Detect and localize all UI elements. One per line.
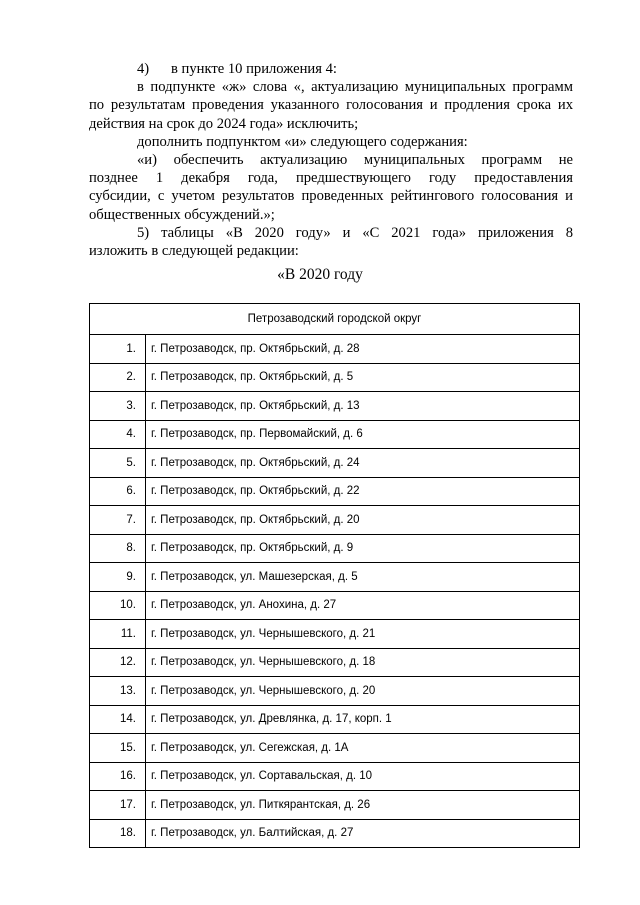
row-number: 17. [90,791,146,820]
item-4-number: 4) [137,61,150,77]
row-number: 15. [90,734,146,763]
row-number: 6. [90,477,146,506]
row-number: 16. [90,762,146,791]
paragraph-4-line-4: общественных обсуждений.»; [89,206,275,223]
paragraph-2-line-1: в подпункте «ж» слова «, актуализацию муниципальных программ [137,79,573,96]
table-caption: «В 2020 году [277,266,363,283]
table-row [90,819,580,848]
table-row [90,620,580,649]
row-address: г. Петрозаводск, ул. Древлянка, д. 17, корп. 1 [146,705,580,734]
table-row [90,734,580,763]
table-row [90,506,580,535]
row-address: г. Петрозаводск, пр. Первомайский, д. 6 [146,420,580,449]
document-body [89,60,573,260]
table-row [90,420,580,449]
row-number: 14. [90,705,146,734]
row-number: 18. [90,819,146,848]
item-4-text: в пункте 10 приложения 4: [171,61,337,77]
row-number: 11. [90,620,146,649]
table-row [90,762,580,791]
row-address: г. Петрозаводск, пр. Октябрьский, д. 13 [146,392,580,421]
row-address: г. Петрозаводск, пр. Октябрьский, д. 28 [146,335,580,364]
row-address: г. Петрозаводск, ул. Анохина, д. 27 [146,591,580,620]
paragraph-5-line-1: 5) таблицы «В 2020 году» и «С 2021 года» приложения 8 [137,224,573,241]
paragraph-4-line-2: позднее 1 декабря года, предшествующего году предоставления [89,170,573,187]
table-row [90,477,580,506]
row-address: г. Петрозаводск, ул. Сегежская, д. 1А [146,734,580,763]
row-address: г. Петрозаводск, ул. Балтийская, д. 27 [146,819,580,848]
row-number: 12. [90,648,146,677]
item-4 [89,60,573,78]
row-number: 8. [90,534,146,563]
paragraph-2-line-2: по результатам проведения указанного голосования и продления срока их [89,97,573,114]
row-address: г. Петрозаводск, пр. Октябрьский, д. 24 [146,449,580,478]
table-row [90,791,580,820]
row-address: г. Петрозаводск, пр. Октябрьский, д. 22 [146,477,580,506]
row-address: г. Петрозаводск, пр. Октябрьский, д. 9 [146,534,580,563]
table-row [90,534,580,563]
table-row [90,591,580,620]
table-row [90,363,580,392]
row-number: 1. [90,335,146,364]
row-number: 3. [90,392,146,421]
row-address: г. Петрозаводск, ул. Чернышевского, д. 18 [146,648,580,677]
row-address: г. Петрозаводск, ул. Чернышевского, д. 21 [146,620,580,649]
row-number: 9. [90,563,146,592]
row-address: г. Петрозаводск, ул. Чернышевского, д. 20 [146,677,580,706]
row-number: 4. [90,420,146,449]
paragraph-3: дополнить подпунктом «и» следующего содержания: [137,133,468,150]
row-address: г. Петрозаводск, ул. Сортавальская, д. 10 [146,762,580,791]
row-address: г. Петрозаводск, ул. Питкярантская, д. 26 [146,791,580,820]
paragraph-4-line-3: субсидии, с учетом результатов проведенных рейтингового голосования и [89,188,573,205]
paragraph-2-line-3: действия на срок до 2024 года» исключить; [89,115,359,132]
row-address: г. Петрозаводск, пр. Октябрьский, д. 5 [146,363,580,392]
row-number: 13. [90,677,146,706]
table-row [90,677,580,706]
table-header: Петрозаводский городской округ [90,304,580,335]
table-row [90,392,580,421]
table-row [90,705,580,734]
row-number: 10. [90,591,146,620]
table-row [90,335,580,364]
row-number: 7. [90,506,146,535]
row-address: г. Петрозаводск, ул. Машезерская, д. 5 [146,563,580,592]
paragraph-5-line-2: изложить в следующей редакции: [89,243,299,260]
row-address: г. Петрозаводск, пр. Октябрьский, д. 20 [146,506,580,535]
row-number: 2. [90,363,146,392]
table-row [90,563,580,592]
table-header-row [90,304,580,335]
paragraph-4-line-1: «и) обеспечить актуализацию муниципальных программ не [137,152,573,169]
table-row [90,648,580,677]
row-number: 5. [90,449,146,478]
address-table [89,303,580,848]
table-row [90,449,580,478]
